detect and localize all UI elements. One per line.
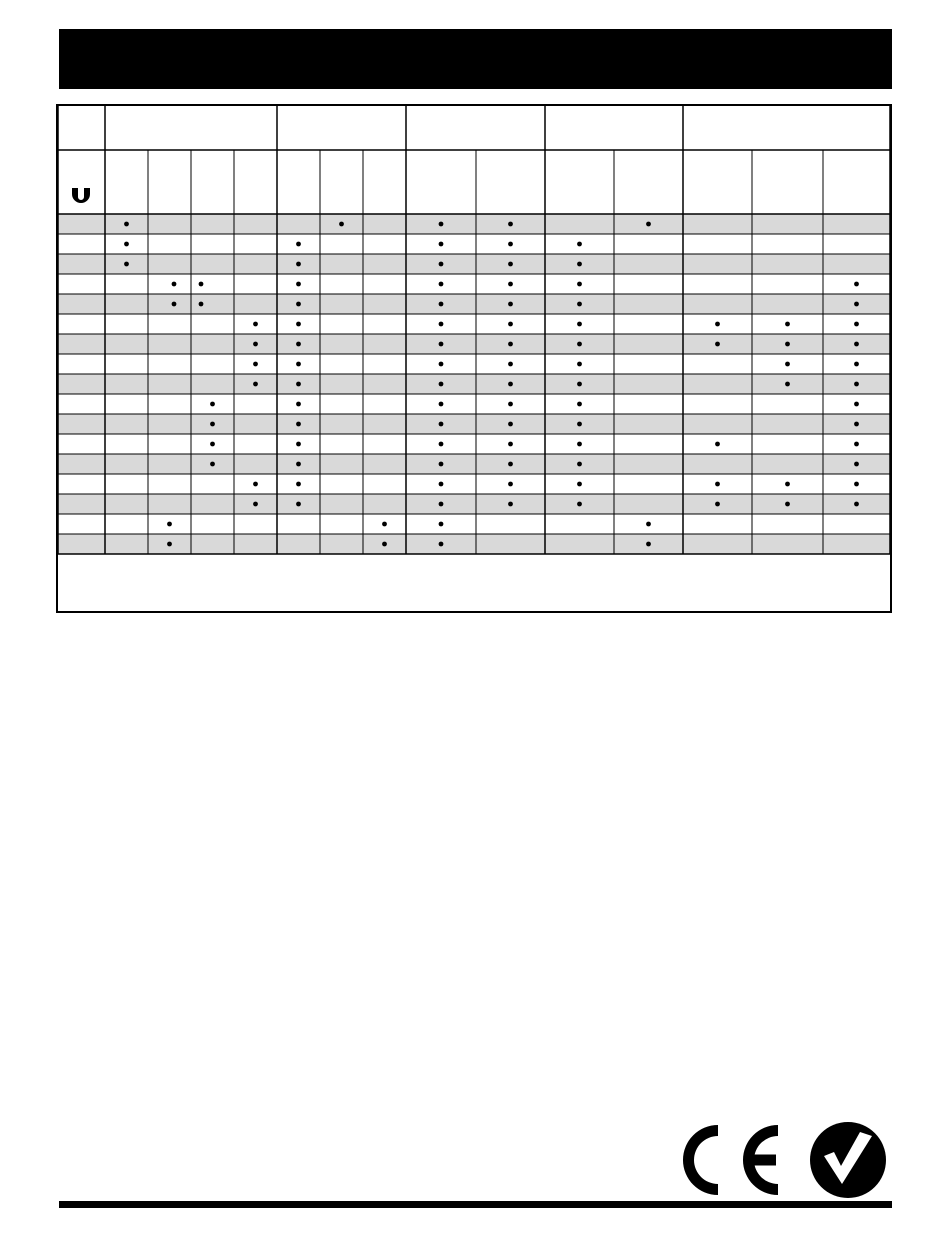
compatibility-dot [296, 322, 301, 327]
compatibility-dot [296, 362, 301, 367]
compatibility-dot [439, 422, 444, 427]
compatibility-dot [508, 462, 513, 467]
certification-marks [678, 1120, 890, 1200]
compatibility-dot [296, 482, 301, 487]
compatibility-dot [854, 382, 859, 387]
compatibility-dot [508, 242, 513, 247]
c-tick-mark-icon [810, 1122, 886, 1198]
table-row-stripe [58, 214, 890, 234]
compatibility-dot [508, 322, 513, 327]
compatibility-dot [715, 322, 720, 327]
compatibility-dot [439, 222, 444, 227]
compatibility-dot [715, 342, 720, 347]
compatibility-dot [382, 522, 387, 527]
compatibility-dot [253, 322, 258, 327]
compatibility-dot [296, 282, 301, 287]
compatibility-dot [854, 402, 859, 407]
compatibility-dot [199, 302, 204, 307]
compatibility-table [56, 104, 892, 613]
compatibility-dot [785, 362, 790, 367]
compatibility-dot [296, 422, 301, 427]
compatibility-dot [296, 462, 301, 467]
title-bar [59, 29, 892, 89]
compatibility-dot [439, 302, 444, 307]
compatibility-dot [172, 302, 177, 307]
table-row-stripe [58, 294, 890, 314]
compatibility-dot [854, 362, 859, 367]
compatibility-dot [508, 342, 513, 347]
compatibility-dot [577, 282, 582, 287]
compatibility-dot [577, 242, 582, 247]
compatibility-dot [439, 542, 444, 547]
compatibility-dot [508, 382, 513, 387]
compatibility-dot [646, 222, 651, 227]
compatibility-dot [296, 402, 301, 407]
compatibility-dot [785, 502, 790, 507]
wrench-icon-shape [72, 188, 90, 203]
compatibility-dot [785, 342, 790, 347]
compatibility-dot [785, 382, 790, 387]
compatibility-dot [439, 402, 444, 407]
compatibility-dot [439, 342, 444, 347]
compatibility-dot [210, 402, 215, 407]
compatibility-dot [577, 442, 582, 447]
compatibility-dot [854, 302, 859, 307]
compatibility-dot [124, 242, 129, 247]
compatibility-dot [124, 262, 129, 267]
compatibility-dot [508, 442, 513, 447]
compatibility-dot [715, 442, 720, 447]
compatibility-dot [577, 482, 582, 487]
compatibility-dot [785, 322, 790, 327]
compatibility-dot [508, 302, 513, 307]
compatibility-dot [508, 422, 513, 427]
table-row-stripe [58, 414, 890, 434]
compatibility-dot [785, 482, 790, 487]
compatibility-dot [439, 462, 444, 467]
compatibility-dot [577, 262, 582, 267]
compatibility-dot [854, 482, 859, 487]
compatibility-dot [577, 382, 582, 387]
compatibility-dot [439, 262, 444, 267]
compatibility-dot [382, 542, 387, 547]
table-row-stripe [58, 454, 890, 474]
compatibility-dot [439, 502, 444, 507]
compatibility-dot [577, 462, 582, 467]
compatibility-dot [854, 502, 859, 507]
compatibility-dot [715, 502, 720, 507]
compatibility-dot [439, 362, 444, 367]
compatibility-dot [253, 382, 258, 387]
compatibility-dot [854, 442, 859, 447]
compatibility-dot [199, 282, 204, 287]
compatibility-dot [439, 482, 444, 487]
compatibility-dot [854, 422, 859, 427]
compatibility-dot [296, 382, 301, 387]
compatibility-dot [296, 242, 301, 247]
compatibility-dot [508, 222, 513, 227]
compatibility-dot [439, 242, 444, 247]
compatibility-dot [210, 442, 215, 447]
compatibility-dot [577, 402, 582, 407]
wrench-icon [72, 188, 90, 203]
compatibility-dot [577, 342, 582, 347]
compatibility-dot [577, 502, 582, 507]
compatibility-dot [439, 322, 444, 327]
table-row-stripe [58, 254, 890, 274]
compatibility-dot [124, 222, 129, 227]
compatibility-dot [439, 522, 444, 527]
table-row-stripe [58, 374, 890, 394]
compatibility-dot [296, 442, 301, 447]
compatibility-dot [439, 382, 444, 387]
table-row-stripe [58, 334, 890, 354]
compatibility-dot [253, 482, 258, 487]
compatibility-dot [508, 482, 513, 487]
compatibility-dot [296, 302, 301, 307]
compatibility-dot [296, 262, 301, 267]
compatibility-dot [577, 322, 582, 327]
compatibility-dot [210, 422, 215, 427]
compatibility-dot [508, 502, 513, 507]
compatibility-dot [715, 482, 720, 487]
compatibility-dot [508, 282, 513, 287]
table-row-stripe [58, 534, 890, 554]
compatibility-dot [508, 262, 513, 267]
compatibility-dot [167, 542, 172, 547]
compatibility-dot [646, 522, 651, 527]
compatibility-dot [253, 362, 258, 367]
ce-mark-icon [683, 1125, 778, 1195]
compatibility-dot [854, 462, 859, 467]
compatibility-dot [172, 282, 177, 287]
compatibility-dot [854, 342, 859, 347]
compatibility-dot [253, 502, 258, 507]
compatibility-dot [577, 302, 582, 307]
compatibility-dot [508, 362, 513, 367]
compatibility-dot [439, 282, 444, 287]
compatibility-dot [646, 542, 651, 547]
compatibility-dot [508, 402, 513, 407]
compatibility-dot [296, 342, 301, 347]
compatibility-dot [296, 502, 301, 507]
compatibility-dot [854, 282, 859, 287]
compatibility-grid [58, 106, 890, 611]
compatibility-dot [253, 342, 258, 347]
compatibility-dot [439, 442, 444, 447]
compatibility-dot [577, 422, 582, 427]
compatibility-dot [167, 522, 172, 527]
table-row-stripe [58, 494, 890, 514]
footer-bar [59, 1201, 892, 1208]
compatibility-dot [210, 462, 215, 467]
compatibility-dot [339, 222, 344, 227]
compatibility-dot [854, 322, 859, 327]
compatibility-dot [577, 362, 582, 367]
